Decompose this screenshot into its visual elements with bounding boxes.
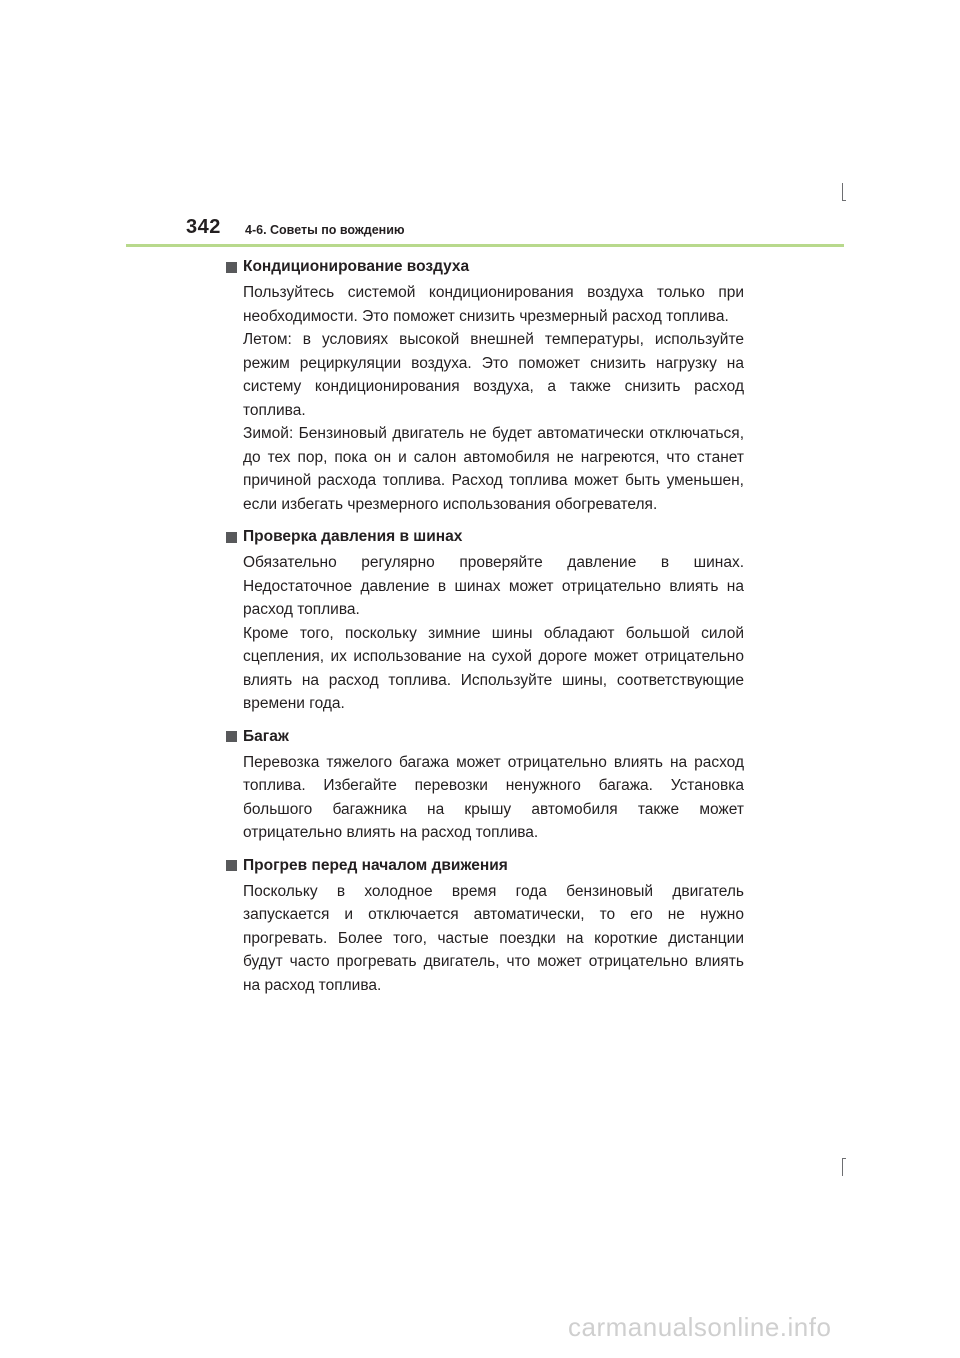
section-heading xyxy=(226,855,746,877)
paragraph: Обязательно регулярно проверяйте давление в шинах. Недостаточное давление в шинах может отрицательно влиять на расход топлива. xyxy=(243,554,744,618)
section-title: 4-6. Советы по вождению xyxy=(245,223,405,237)
section-luggage xyxy=(226,726,746,845)
paragraph: Поскольку в холодное время года бензиновый двигатель запускается и отключается автоматически, то его не нужно прогревать. Более того, частые поездки на короткие дистанции будут часто прогревать двигатель, что может отрицательно влиять на расход топлива. xyxy=(243,882,744,994)
section-body xyxy=(243,281,744,516)
section-body xyxy=(243,751,744,845)
crop-mark-bottom xyxy=(842,1158,843,1176)
paragraph: Перевозка тяжелого багажа может отрицательно влиять на расход топлива. Избегайте перевозки ненужного багажа. Установка большого багажника на крышу автомобиля также может отрицательно влиять на расход топлива. xyxy=(243,753,744,841)
section-heading xyxy=(226,726,746,748)
paragraph: Летом: в условиях высокой внешней температуры, используйте режим рециркуляции воздуха. Это поможет снизить нагрузку на систему кондиционирования воздуха, а также снизить расход топлива. xyxy=(243,331,744,419)
page-number: 342 xyxy=(186,216,221,238)
section-heading xyxy=(226,526,746,548)
crop-mark-top xyxy=(842,183,843,201)
paragraph: Пользуйтесь системой кондиционирования воздуха только при необходимости. Это поможет снизить чрезмерный расход топлива. xyxy=(243,284,744,325)
section-heading-text: Проверка давления в шинах xyxy=(243,528,463,545)
square-bullet-icon xyxy=(226,860,237,871)
section-tire-pressure xyxy=(226,526,746,716)
section-warm-up xyxy=(226,855,746,998)
square-bullet-icon xyxy=(226,532,237,543)
section-heading-text: Кондиционирование воздуха xyxy=(243,258,470,275)
paragraph: Зимой: Бензиновый двигатель не будет автоматически отключаться, до тех пор, пока он и салон автомобиля не нагреются, что станет причиной расхода топлива. Расход топлива может быть уменьшен, если избегать чрезмерного использования обогревателя. xyxy=(243,425,744,513)
section-heading-text: Багаж xyxy=(243,727,289,745)
crop-mark-bottom-foot xyxy=(842,1158,846,1159)
section-air-conditioning xyxy=(226,256,746,516)
header-rule xyxy=(126,244,844,247)
crop-mark-top-foot xyxy=(842,200,846,201)
section-body xyxy=(243,880,744,998)
square-bullet-icon xyxy=(226,731,237,742)
watermark-text: carmanualsonline.info xyxy=(568,1312,832,1342)
main-content xyxy=(226,253,746,1007)
section-heading-text: Прогрев перед началом движения xyxy=(243,856,508,874)
paragraph: Кроме того, поскольку зимние шины обладают большой силой сцепления, их использование на сухой дороге может отрицательно влиять на расход топлива. Используйте шины, соответствующие времени года. xyxy=(243,624,744,712)
section-body xyxy=(243,551,744,716)
square-bullet-icon xyxy=(226,262,237,273)
section-heading xyxy=(226,256,746,278)
